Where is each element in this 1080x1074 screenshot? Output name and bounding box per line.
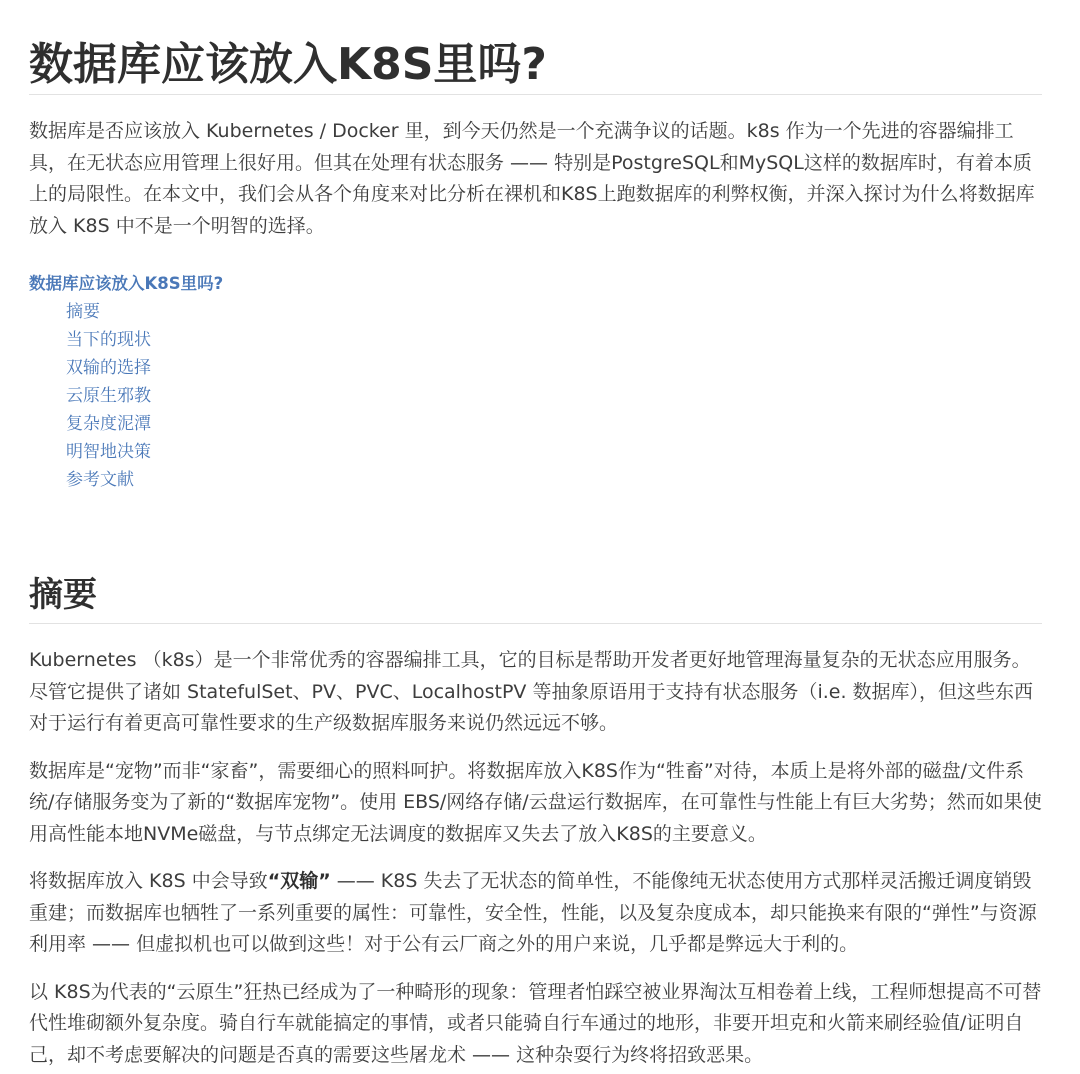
toc-link-status[interactable]: 当下的现状 — [66, 330, 151, 350]
toc-link-cloud-native-cult[interactable]: 云原生邪教 — [66, 386, 151, 406]
table-of-contents — [29, 270, 1042, 494]
page-title: 数据库应该放入K8S里吗? — [29, 39, 547, 90]
abstract-paragraph-1: Kubernetes （k8s）是一个非常优秀的容器编排工具，它的目标是帮助开发者更好地管理海量复杂的无状态应用服务。尽管它提供了诸如 StatefulSet、PV、PVC、LocalhostPV 等抽象原语用于支持有状态服务（i.e. 数据库），但这些东西对于运行有着更高可靠性要求的生产级数据库服务来说仍然远远不够。 — [29, 649, 1034, 734]
abstract-body — [29, 645, 1042, 1071]
toc-link-decision[interactable]: 明智地决策 — [66, 442, 151, 462]
toc-link-complexity[interactable]: 复杂度泥潭 — [66, 414, 151, 434]
section-divider — [29, 623, 1042, 624]
abstract-paragraph-4: 以 K8S为代表的“云原生”狂热已经成为了一种畸形的现象：管理者怕踩空被业界淘汰互相卷着上线，工程师想提高不可替代性堆砌额外复杂度。骑自行车就能搞定的事情，或者只能骑自行车通过的地形，非要开坦克和火箭来刷经验值/证明自己，却不考虑要解决的问题是否真的需要这些屠龙术 —— 这种杂耍行为终将招致恶果。 — [29, 980, 1042, 1066]
toc-link-lose-lose[interactable]: 双输的选择 — [66, 358, 151, 378]
toc-link-abstract[interactable]: 摘要 — [66, 302, 100, 322]
p3-emphasis: “双输” — [267, 870, 331, 892]
intro-paragraph: 数据库是否应该放入 Kubernetes / Docker 里，到今天仍然是一个充满争议的话题。k8s 作为一个先进的容器编排工具，在无状态应用管理上很好用。但其在处理有状态服务 —— 特别是PostgreSQL和MySQL这样的数据库时，有着本质上的局限性。在本文中，我们会从各个角度来对比分析在裸机和K8S上跑数据库的利弊权衡，并深入探讨为什么将数据库放入 K8S 中不是一个明智的选择。 — [29, 120, 1035, 237]
abstract-paragraph-2: 数据库是“宠物”而非“家畜”，需要细心的照料呵护。将数据库放入K8S作为“牲畜”对待，本质上是将外部的磁盘/文件系统/存储服务变为了新的“数据库宠物”。使用 EBS/网络存储/云盘运行数据库，在可靠性与性能上有巨大劣势；然而如果使用高性能本地NVMe磁盘，与节点绑定无法调度的数据库又失去了放入K8S的主要意义。 — [29, 759, 1042, 845]
toc-link-title[interactable]: 数据库应该放入K8S里吗? — [29, 274, 224, 293]
toc-list — [29, 298, 1042, 494]
p3-text-post: —— K8S 失去了无状态的简单性，不能像纯无状态使用方式那样灵活搬迁调度销毁重建；而数据库也牺牲了一系列重要的属性：可靠性，安全性，性能，以及复杂度成本，却只能换来有限的“弹性”与资源利用率 —— 但虚拟机也可以做到这些！对于公有云厂商之外的用户来说，几乎都是弊远大于利的。 — [29, 870, 1037, 955]
toc-link-references[interactable]: 参考文献 — [66, 470, 134, 490]
section-heading-abstract: 摘要 — [29, 575, 97, 615]
p3-text-pre: 将数据库放入 K8S 中会导致 — [29, 870, 268, 892]
abstract-paragraph-3 — [29, 866, 1042, 961]
title-divider — [29, 94, 1042, 95]
